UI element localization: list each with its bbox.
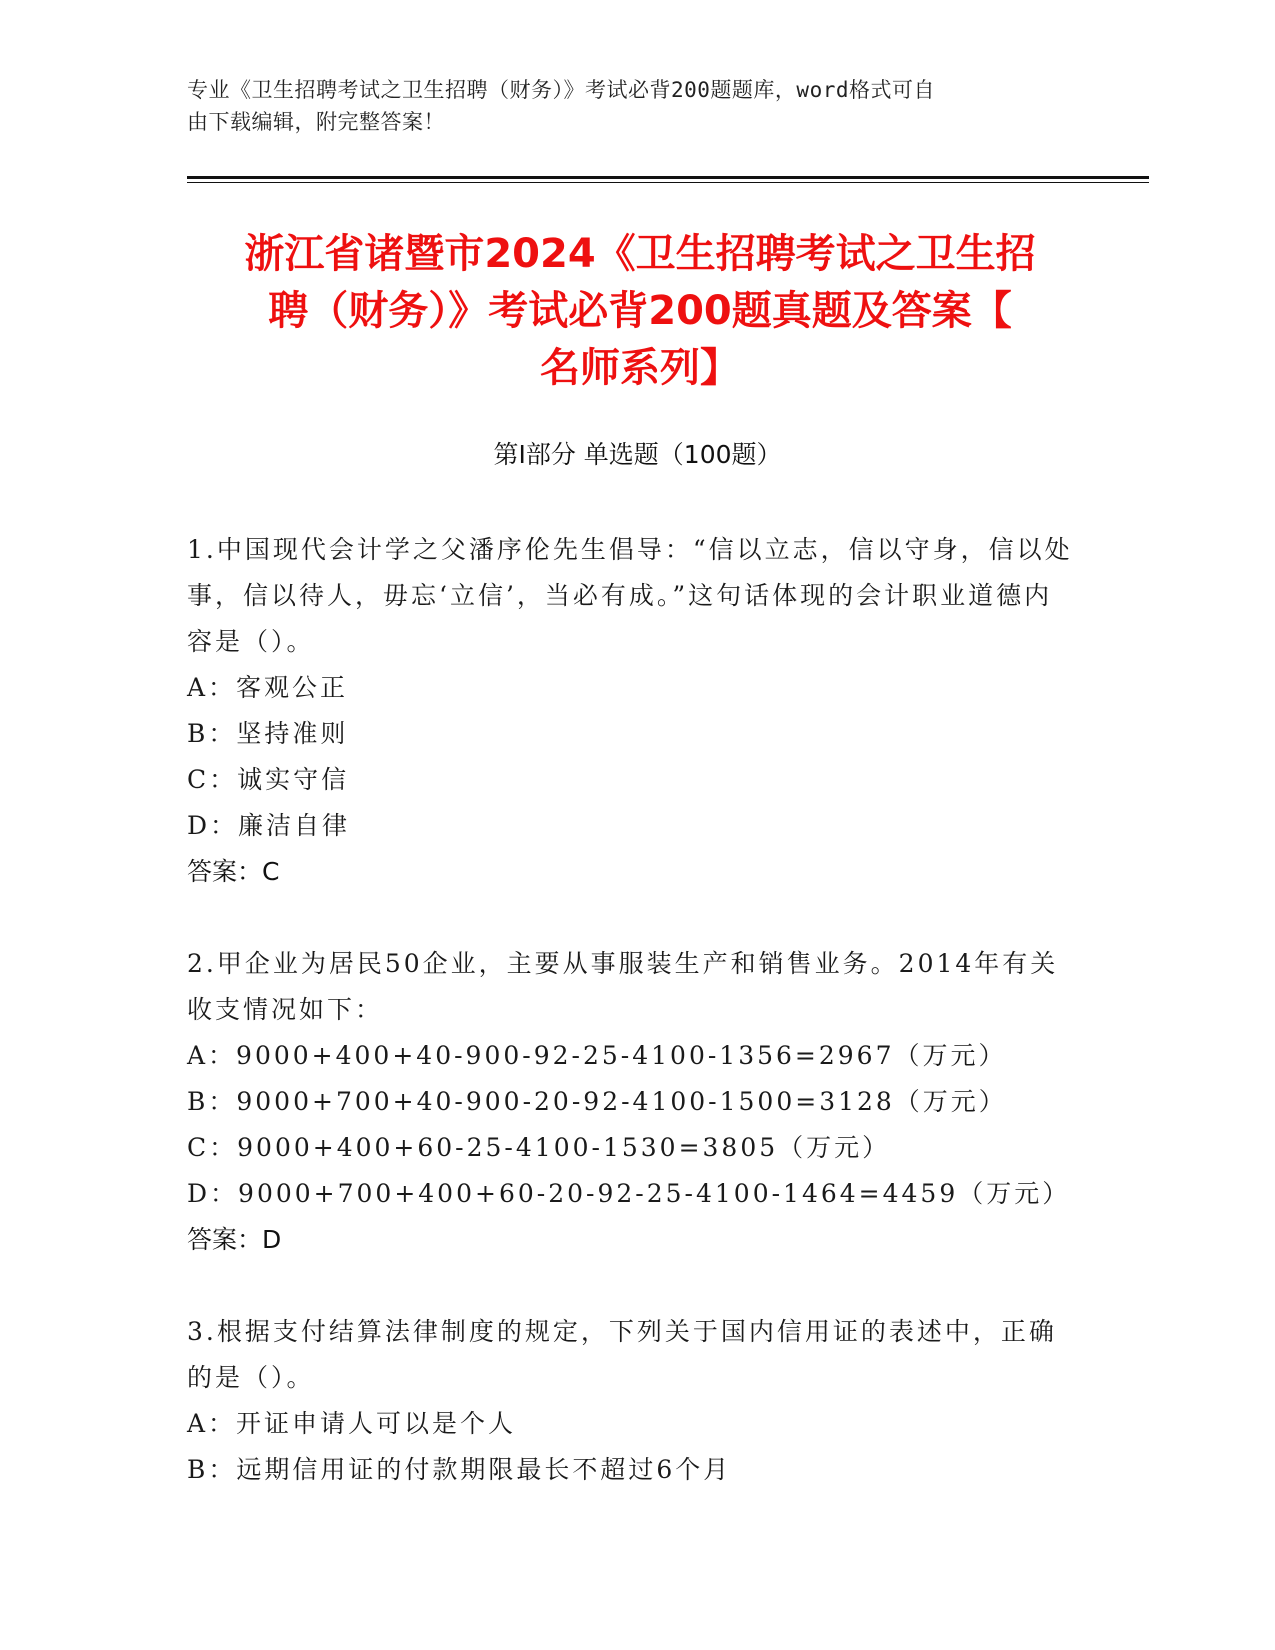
question-1 [187,527,1077,895]
title-line-3: 名师系列】 [540,345,740,391]
option-b: B：9000+700+40-900-20-92-4100-1500=3128（万元） [187,1087,1007,1116]
title-line-2: 聘（财务）》考试必背200题真题及答案【 [268,288,1012,334]
intro-text [187,74,1087,138]
title-line-1: 浙江省诸暨市2024《卫生招聘考试之卫生招 [244,231,1036,277]
question-2 [187,941,1077,1263]
intro-line-2: 由下载编辑，附完整答案！ [187,110,445,134]
header-divider-thick [187,176,1149,179]
option-c: C：9000+400+60-25-4100-1530=3805（万元） [187,1133,891,1162]
intro-line-1: 专业《卫生招聘考试之卫生招聘（财务）》考试必背200题题库，word格式可自 [187,78,935,102]
option-c: C：诚实守信 [187,765,350,794]
question-list [187,527,1077,1539]
question-stem: 3.根据支付结算法律制度的规定，下列关于国内信用证的表述中，正确的是（）。 [187,1317,1057,1392]
answer-line: 答案：D [187,1225,282,1254]
option-d: D：9000+700+400+60-20-92-25-4100-1464=4459（万元） [187,1179,1071,1208]
section-heading: 第Ⅰ部分 单选题（100题） [493,440,782,469]
header-divider-thin [187,182,1149,183]
option-d: D：廉洁自律 [187,811,351,840]
document-title [175,226,1105,397]
question-3 [187,1309,1077,1493]
option-a: A：客观公正 [187,673,349,702]
question-stem: 1.中国现代会计学之父潘序伦先生倡导：“信以立志，信以守身，信以处事，信以待人，毋忘‘立信’，当必有成。”这句话体现的会计职业道德内容是（）。 [187,535,1073,656]
option-a: A：开证申请人可以是个人 [187,1409,517,1438]
option-b: B：坚持准则 [187,719,349,748]
option-b: B：远期信用证的付款期限最长不超过6个月 [187,1455,732,1484]
answer-line: 答案：C [187,857,280,886]
option-a: A：9000+400+40-900-92-25-4100-1356=2967（万元） [187,1041,1007,1070]
question-stem: 2.甲企业为居民50企业，主要从事服装生产和销售业务。2014年有关收支情况如下： [187,949,1059,1024]
